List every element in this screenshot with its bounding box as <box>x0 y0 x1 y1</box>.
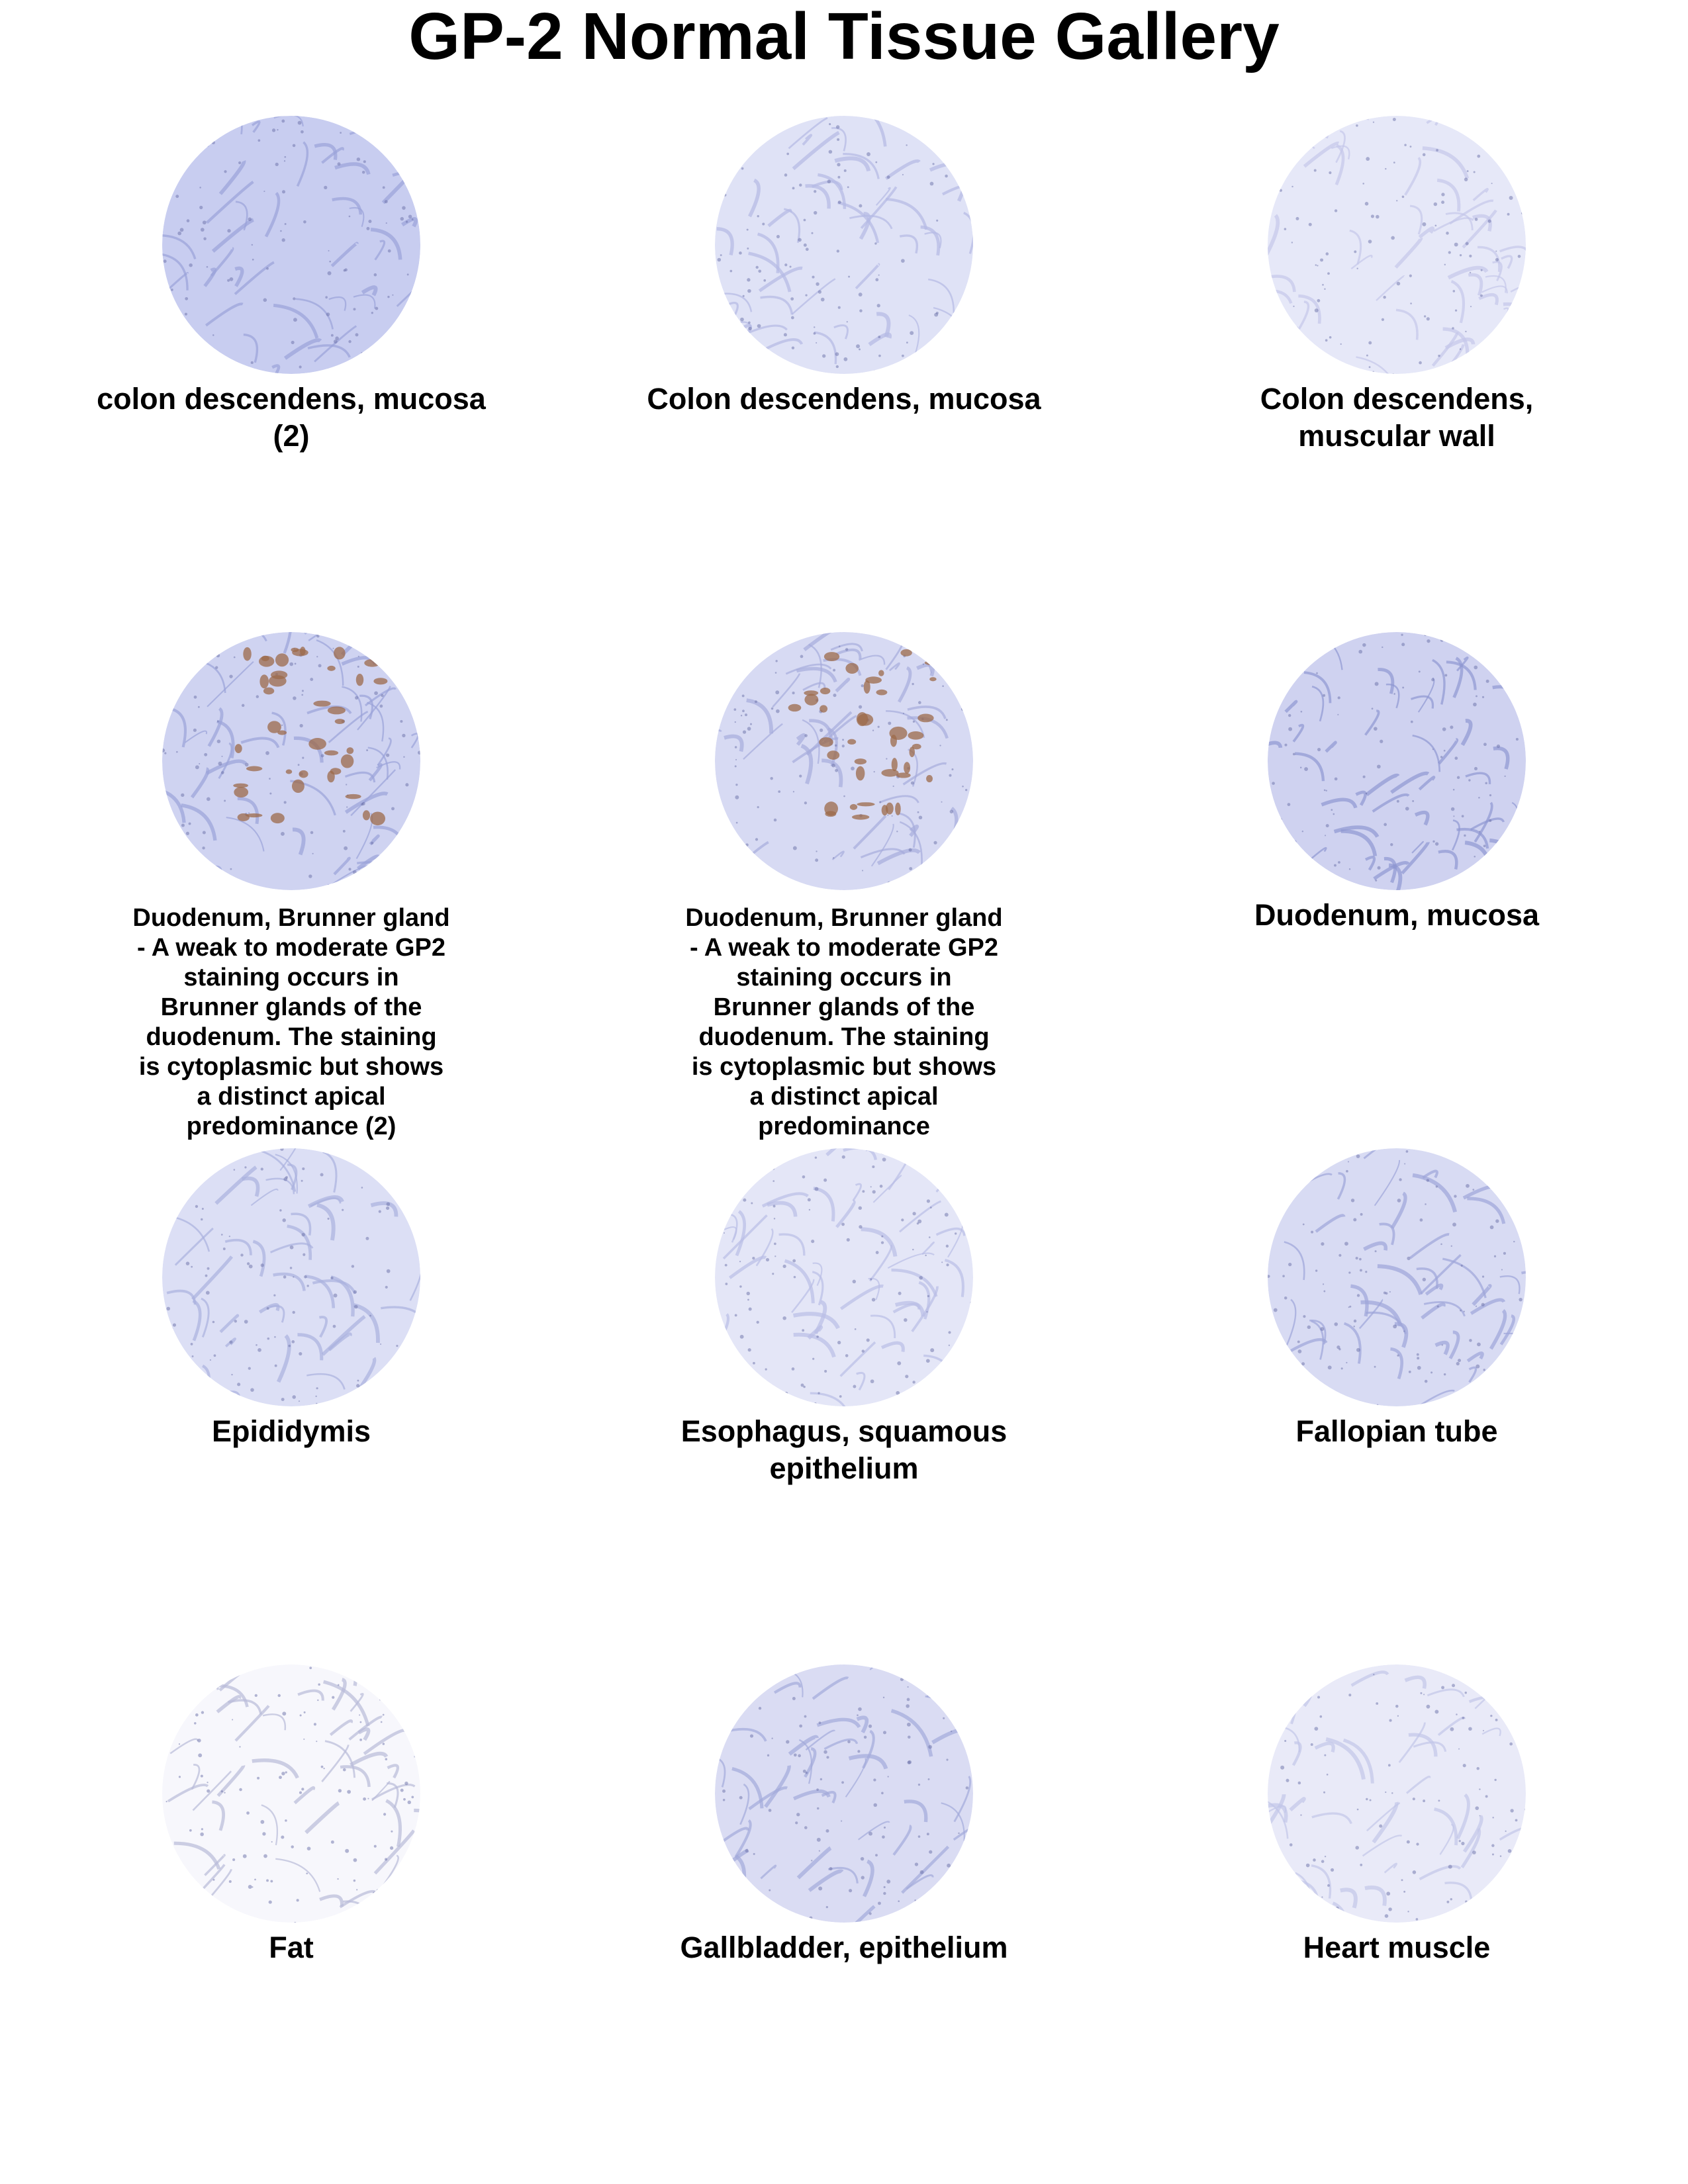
tile-caption: Gallbladder, epithelium <box>680 1931 1008 1964</box>
tissue-core-icon <box>1264 113 1529 377</box>
tissue-core-icon <box>712 1145 976 1410</box>
tissue-core-icon <box>159 629 424 893</box>
tissue-core-icon <box>1264 629 1529 893</box>
tissue-core-icon <box>712 629 976 893</box>
tile-caption: Duodenum, mucosa <box>1254 898 1540 932</box>
tile-caption: Colon descendens, muscular wall <box>1260 382 1534 453</box>
page-title: GP-2 Normal Tissue Gallery <box>408 0 1280 73</box>
tissue-core-icon <box>712 113 976 377</box>
tissue-core-icon <box>1264 1661 1529 1926</box>
tile-caption: Fallopian tube <box>1295 1414 1498 1448</box>
tissue-core-icon <box>159 113 424 377</box>
tile-caption: Heart muscle <box>1303 1931 1491 1964</box>
tile-caption: Colon descendens, mucosa <box>647 382 1041 416</box>
tile-caption: Duodenum, Brunner gland - A weak to moderate GP2 staining occurs in Brunner glands of the duodenum. The staining is cytoplasmic but shows a distinct apical predominance <box>685 904 1003 1140</box>
tile-caption: Fat <box>269 1931 314 1964</box>
tile-caption: Epididymis <box>211 1414 371 1448</box>
tile-caption: Duodenum, Brunner gland - A weak to moderate GP2 staining occurs in Brunner glands of the duodenum. The staining is cytoplasmic but shows a distinct apical predominance (2) <box>132 904 450 1140</box>
tile-caption: Esophagus, squamous epithelium <box>680 1414 1008 1485</box>
tissue-core-icon <box>1264 1145 1529 1410</box>
tissue-core-icon <box>712 1661 976 1926</box>
tile-caption: colon descendens, mucosa (2) <box>97 382 486 453</box>
tissue-core-icon <box>159 1145 424 1410</box>
tissue-core-icon <box>159 1661 424 1926</box>
